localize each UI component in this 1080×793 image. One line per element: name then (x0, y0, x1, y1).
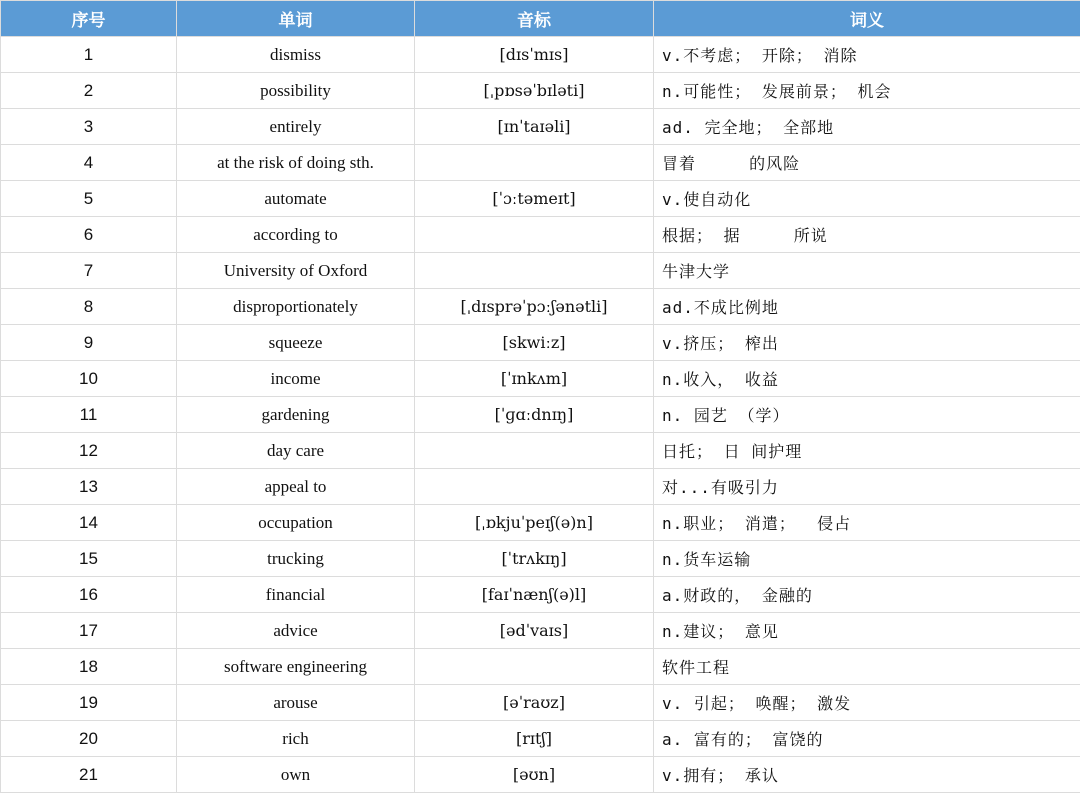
row-phonetic: [ˌɒkjuˈpeɪʃ(ə)n] (415, 505, 654, 541)
row-number: 12 (1, 433, 177, 469)
row-number: 17 (1, 613, 177, 649)
row-meaning: n. 园艺 （学） (654, 397, 1080, 433)
row-phonetic: [ˌdɪsprəˈpɔːʃənətli] (415, 289, 654, 325)
table-row (1, 397, 1080, 433)
header-word: 单词 (177, 1, 415, 37)
table-row (1, 325, 1080, 361)
row-phonetic (415, 649, 654, 685)
row-meaning: n.职业； 消遣； 侵占 (654, 505, 1080, 541)
table-row (1, 253, 1080, 289)
row-word: dismiss (177, 37, 415, 73)
table-row (1, 685, 1080, 721)
row-word: according to (177, 217, 415, 253)
row-phonetic: [ˈɔːtəmeɪt] (415, 181, 654, 217)
row-phonetic: [ədˈvaɪs] (415, 613, 654, 649)
table-row (1, 181, 1080, 217)
row-meaning: n.货车运输 (654, 541, 1080, 577)
table-row (1, 613, 1080, 649)
table-row (1, 541, 1080, 577)
row-word: possibility (177, 73, 415, 109)
row-phonetic: [ˈɡɑːdnɪŋ] (415, 397, 654, 433)
header-phonetic: 音标 (415, 1, 654, 37)
row-meaning: 牛津大学 (654, 253, 1080, 289)
row-phonetic: [ˈtrʌkɪŋ] (415, 541, 654, 577)
row-number: 2 (1, 73, 177, 109)
row-word: arouse (177, 685, 415, 721)
table-row (1, 109, 1080, 145)
row-phonetic: [əˈraʊz] (415, 685, 654, 721)
row-phonetic: [dɪsˈmɪs] (415, 37, 654, 73)
row-word: University of Oxford (177, 253, 415, 289)
row-number: 1 (1, 37, 177, 73)
row-meaning: 日托； 日 间护理 (654, 433, 1080, 469)
table-row (1, 649, 1080, 685)
row-phonetic (415, 217, 654, 253)
row-phonetic: [faɪˈnænʃ(ə)l] (415, 577, 654, 613)
row-phonetic (415, 469, 654, 505)
row-word: day care (177, 433, 415, 469)
row-number: 3 (1, 109, 177, 145)
row-number: 13 (1, 469, 177, 505)
table-row (1, 505, 1080, 541)
row-phonetic: [əʊn] (415, 757, 654, 793)
table-row (1, 289, 1080, 325)
row-word: disproportionately (177, 289, 415, 325)
row-number: 11 (1, 397, 177, 433)
row-meaning: n.可能性； 发展前景； 机会 (654, 73, 1080, 109)
row-number: 14 (1, 505, 177, 541)
row-number: 18 (1, 649, 177, 685)
table-row (1, 469, 1080, 505)
table-row (1, 217, 1080, 253)
table-row (1, 577, 1080, 613)
header-row (1, 1, 1080, 37)
table-row (1, 73, 1080, 109)
row-word: rich (177, 721, 415, 757)
table-header (1, 1, 1080, 37)
row-number: 15 (1, 541, 177, 577)
row-number: 19 (1, 685, 177, 721)
row-meaning: n.收入， 收益 (654, 361, 1080, 397)
row-phonetic: [ˌpɒsəˈbɪləti] (415, 73, 654, 109)
row-meaning: v.拥有； 承认 (654, 757, 1080, 793)
row-word: squeeze (177, 325, 415, 361)
row-word: own (177, 757, 415, 793)
table-row (1, 361, 1080, 397)
row-word: financial (177, 577, 415, 613)
row-number: 4 (1, 145, 177, 181)
row-number: 21 (1, 757, 177, 793)
row-meaning: 对...有吸引力 (654, 469, 1080, 505)
row-phonetic: [rɪtʃ] (415, 721, 654, 757)
table-row (1, 37, 1080, 73)
row-word: at the risk of doing sth. (177, 145, 415, 181)
row-word: appeal to (177, 469, 415, 505)
row-number: 7 (1, 253, 177, 289)
row-word: occupation (177, 505, 415, 541)
row-number: 5 (1, 181, 177, 217)
row-meaning: a. 富有的； 富饶的 (654, 721, 1080, 757)
table-row (1, 145, 1080, 181)
row-meaning: v. 引起； 唤醒； 激发 (654, 685, 1080, 721)
row-meaning: ad. 完全地； 全部地 (654, 109, 1080, 145)
row-meaning: ad.不成比例地 (654, 289, 1080, 325)
header-number: 序号 (1, 1, 177, 37)
row-number: 20 (1, 721, 177, 757)
row-phonetic: [ɪnˈtaɪəli] (415, 109, 654, 145)
row-phonetic: [ˈɪnkʌm] (415, 361, 654, 397)
row-meaning: 根据； 据 所说 (654, 217, 1080, 253)
header-meaning: 词义 (654, 1, 1080, 37)
row-meaning: v.使自动化 (654, 181, 1080, 217)
row-phonetic (415, 253, 654, 289)
row-word: entirely (177, 109, 415, 145)
row-number: 8 (1, 289, 177, 325)
row-word: software engineering (177, 649, 415, 685)
row-meaning: 软件工程 (654, 649, 1080, 685)
row-number: 16 (1, 577, 177, 613)
table-row (1, 721, 1080, 757)
row-word: gardening (177, 397, 415, 433)
row-meaning: v.挤压； 榨出 (654, 325, 1080, 361)
table-row (1, 433, 1080, 469)
row-word: advice (177, 613, 415, 649)
row-number: 10 (1, 361, 177, 397)
row-meaning: a.财政的， 金融的 (654, 577, 1080, 613)
row-phonetic (415, 433, 654, 469)
row-phonetic (415, 145, 654, 181)
row-meaning: 冒着 的风险 (654, 145, 1080, 181)
table-body (1, 37, 1080, 793)
row-word: income (177, 361, 415, 397)
row-word: trucking (177, 541, 415, 577)
row-meaning: v.不考虑； 开除； 消除 (654, 37, 1080, 73)
table-row (1, 757, 1080, 793)
row-meaning: n.建议； 意见 (654, 613, 1080, 649)
row-word: automate (177, 181, 415, 217)
row-number: 6 (1, 217, 177, 253)
row-number: 9 (1, 325, 177, 361)
row-phonetic: [skwiːz] (415, 325, 654, 361)
